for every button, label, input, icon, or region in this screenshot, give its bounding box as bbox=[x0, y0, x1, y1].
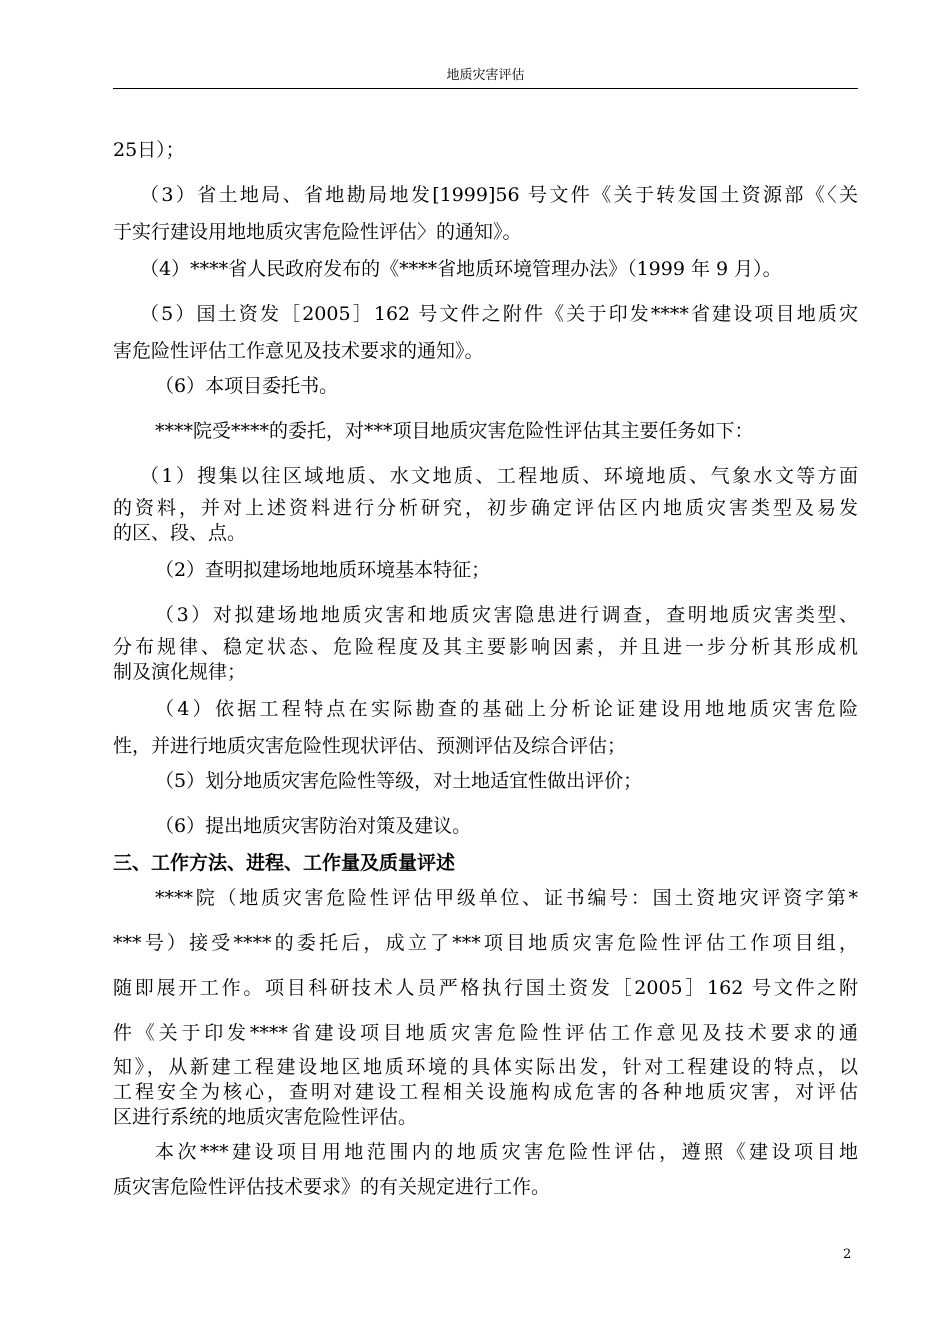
text-line: 25日）； bbox=[113, 139, 185, 161]
text-line: （1）搜集以往区域地质、水文地质、工程地质、环境地质、气象水文等方面 bbox=[140, 465, 858, 487]
section-heading: 三、工作方法、进程、工作量及质量评述 bbox=[113, 852, 456, 874]
text-line: ****院受****的委托，对***项目地质灾害危险性评估其主要任务如下： bbox=[155, 420, 754, 442]
running-header: 地质灾害评估 bbox=[446, 68, 525, 83]
text-line: 制及演化规律； bbox=[113, 661, 247, 683]
text-line: （3）对拟建场地地质灾害和地质灾害隐患进行调查，查明地质灾害类型、 bbox=[155, 604, 858, 626]
text-line: （5）划分地质灾害危险性等级，对土地适宜性做出评价； bbox=[155, 770, 643, 792]
text-line: 性，并进行地质灾害危险性现状评估、预测评估及综合评估； bbox=[113, 735, 627, 757]
text-line: 于实行建设用地地质灾害危险性评估〉的通知》。 bbox=[113, 221, 522, 243]
text-line: 件《关于印发****省建设项目地质灾害危险性评估工作意见及技术要求的通 bbox=[113, 1022, 858, 1044]
header-rule bbox=[113, 88, 858, 89]
text-line: 工程安全为核心，查明对建设工程相关设施构成危害的各种地质灾害，对评估 bbox=[113, 1081, 858, 1103]
text-line: 随即展开工作。项目科研技术人员严格执行国土资发［2005］162 号文件之附 bbox=[113, 977, 858, 999]
text-line: 的区、段、点。 bbox=[113, 522, 247, 544]
text-line: 本次***建设项目用地范围内的地质灾害危险性评估，遵照《建设项目地 bbox=[155, 1141, 858, 1163]
text-line: （6）提出地质灾害防治对策及建议。 bbox=[155, 815, 472, 837]
text-line: 知》，从新建工程建设地区地质环境的具体实际出发，针对工程建设的特点，以 bbox=[113, 1056, 858, 1078]
text-line: 害危险性评估工作意见及技术要求的通知》。 bbox=[113, 340, 484, 362]
text-line: 质灾害危险性评估技术要求》的有关规定进行工作。 bbox=[113, 1176, 551, 1198]
text-line: 分布规律、稳定状态、危险程度及其主要影响因素，并且进一步分析其形成机 bbox=[113, 636, 858, 658]
text-line: （4）****省人民政府发布的《****省地质环境管理办法》（1999 年 9 月）。 bbox=[140, 258, 782, 280]
page-number: 2 bbox=[843, 1247, 852, 1262]
text-line: ***号）接受****的委托后，成立了***项目地质灾害危险性评估工作项目组， bbox=[113, 932, 858, 954]
text-line: （4）依据工程特点在实际勘查的基础上分析论证建设用地地质灾害危险 bbox=[155, 698, 858, 720]
text-line: ****院（地质灾害危险性评估甲级单位、证书编号：国土资地灾评资字第* bbox=[155, 887, 858, 909]
text-line: （6）本项目委托书。 bbox=[155, 375, 339, 397]
text-line: （2）查明拟建场地地质环境基本特征； bbox=[155, 559, 491, 581]
text-line: （3）省土地局、省地勘局地发[1999]56 号文件《关于转发国土资源部《〈关 bbox=[140, 184, 858, 206]
text-line: 区进行系统的地质灾害危险性评估。 bbox=[113, 1106, 418, 1128]
text-line: 的资料，并对上述资料进行分析研究，初步确定评估区内地质灾害类型及易发 bbox=[113, 497, 858, 519]
text-line: （5）国土资发［2005］162 号文件之附件《关于印发****省建设项目地质灾 bbox=[140, 303, 858, 325]
